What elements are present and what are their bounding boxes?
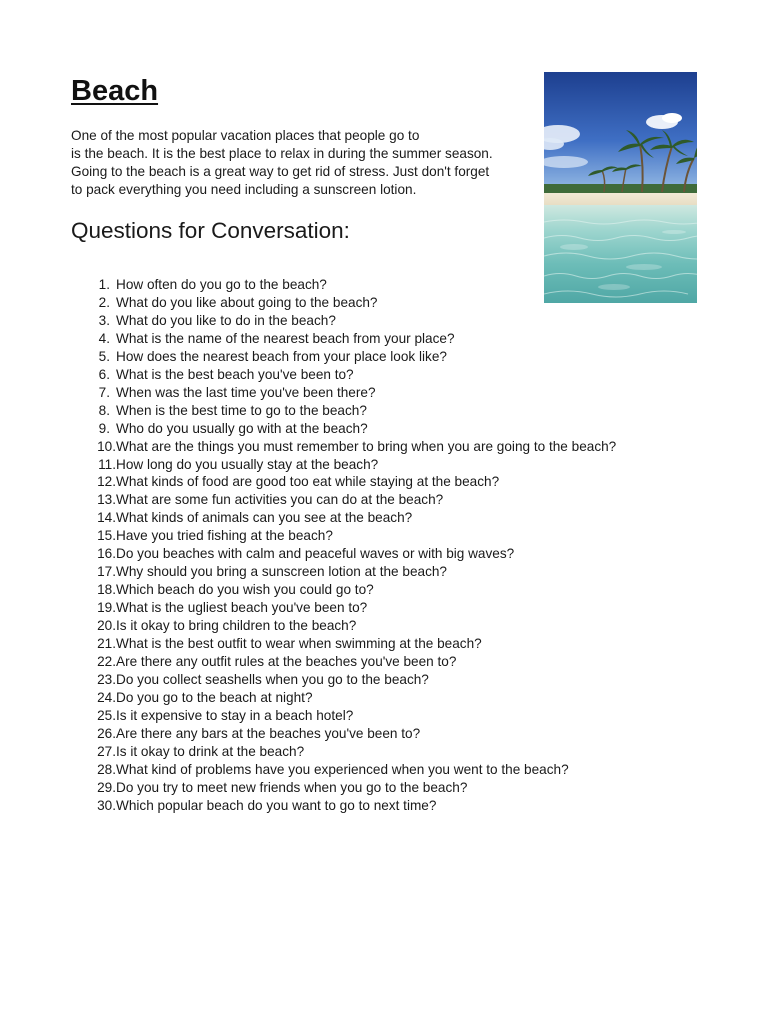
intro-line: Going to the beach is a great way to get rid of stress. Just don't forget: [71, 164, 490, 179]
question-text: When was the last time you've been there?: [116, 384, 376, 400]
question-number: 14.: [97, 510, 116, 526]
question-number: 16.: [97, 546, 116, 562]
question-item: [82, 653, 616, 671]
question-item: [82, 779, 616, 797]
intro-line: to pack everything you need including a sunscreen lotion.: [71, 182, 417, 197]
question-text: How does the nearest beach from your place look like?: [116, 348, 447, 364]
question-number: 6.: [98, 366, 110, 382]
question-text: Is it okay to drink at the beach?: [116, 743, 305, 759]
question-number: 20.: [97, 618, 116, 634]
question-number: 19.: [97, 600, 116, 616]
question-item: [82, 491, 616, 509]
question-item: [82, 420, 616, 438]
question-text: How long do you usually stay at the beach?: [116, 456, 379, 472]
question-text: How often do you go to the beach?: [116, 277, 327, 292]
question-item: [82, 473, 616, 491]
question-text: Do you collect seashells when you go to the beach?: [116, 671, 429, 687]
question-item: [82, 509, 616, 527]
question-text: Which beach do you wish you could go to?: [116, 582, 374, 598]
question-number: 5.: [98, 348, 110, 364]
question-text: Why should you bring a sunscreen lotion at the beach?: [116, 564, 447, 580]
question-text: What is the ugliest beach you've been to?: [116, 600, 368, 616]
question-text: Is it okay to bring children to the beach?: [116, 618, 357, 634]
beach-photo: [544, 72, 697, 303]
question-item: [82, 348, 616, 366]
question-text: Do you go to the beach at night?: [116, 689, 313, 705]
question-number: 22.: [97, 654, 116, 670]
question-text: What are some fun activities you can do at the beach?: [116, 492, 444, 508]
question-item: [82, 689, 616, 707]
question-number: 21.: [97, 636, 116, 652]
question-text: Do you beaches with calm and peaceful waves or with big waves?: [116, 546, 515, 562]
question-number: 15.: [97, 528, 116, 544]
question-number: 26.: [97, 725, 116, 741]
question-item: [82, 276, 616, 294]
question-number: 9.: [98, 420, 110, 436]
question-item: [82, 312, 616, 330]
question-text: What kinds of food are good too eat while staying at the beach?: [116, 474, 500, 490]
page-title: Beach: [71, 75, 159, 107]
question-item: [82, 635, 616, 653]
question-text: Is it expensive to stay in a beach hotel?: [116, 707, 354, 723]
question-text: Which popular beach do you want to go to next time?: [116, 797, 437, 813]
question-text: What is the best outfit to wear when swimming at the beach?: [116, 636, 482, 652]
question-text: When is the best time to go to the beach?: [116, 402, 367, 418]
question-number: 17.: [97, 564, 116, 580]
question-item: [82, 438, 616, 456]
question-number: 30.: [97, 797, 116, 813]
question-number: 7.: [98, 384, 110, 400]
question-number: 1.: [98, 277, 110, 292]
question-text: What is the name of the nearest beach from your place?: [116, 330, 455, 346]
question-number: 13.: [97, 492, 116, 508]
question-number: 18.: [97, 582, 116, 598]
question-item: [82, 366, 616, 384]
question-text: What do you like to do in the beach?: [116, 312, 336, 328]
intro-line: One of the most popular vacation places that people go to: [71, 128, 420, 143]
question-item: [82, 330, 616, 348]
question-number: 2.: [98, 294, 110, 310]
question-item: [82, 527, 616, 545]
question-item: [82, 671, 616, 689]
question-text: Who do you usually go with at the beach?: [116, 420, 368, 436]
question-number: 29.: [97, 779, 116, 795]
question-text: Are there any bars at the beaches you've been to?: [116, 725, 421, 741]
question-item: [82, 599, 616, 617]
question-item: [82, 545, 616, 563]
question-item: [82, 384, 616, 402]
question-number: 25.: [97, 707, 116, 723]
question-text: Do you try to meet new friends when you go to the beach?: [116, 779, 468, 795]
question-item: [82, 294, 616, 312]
intro-paragraph: [71, 127, 541, 199]
question-text: What is the best beach you've been to?: [116, 366, 354, 382]
question-number: 10.: [97, 438, 116, 454]
question-number: 12.: [97, 474, 116, 490]
question-item: [82, 617, 616, 635]
question-item: [82, 707, 616, 725]
question-item: [82, 761, 616, 779]
question-item: [82, 797, 616, 815]
question-item: [82, 743, 616, 761]
question-item: [82, 725, 616, 743]
questions-heading: Questions for Conversation:: [71, 218, 350, 243]
question-number: 23.: [97, 671, 116, 687]
question-text: Are there any outfit rules at the beaches you've been to?: [116, 654, 457, 670]
question-text: What do you like about going to the beach?: [116, 294, 378, 310]
question-item: [82, 563, 616, 581]
question-number: 4.: [98, 330, 110, 346]
question-item: [82, 581, 616, 599]
question-number: 28.: [97, 761, 116, 777]
question-text: What kinds of animals can you see at the beach?: [116, 510, 413, 526]
question-number: 27.: [97, 743, 116, 759]
question-text: Have you tried fishing at the beach?: [116, 528, 333, 544]
question-item: [82, 456, 616, 474]
question-list: [82, 276, 616, 815]
intro-line: is the beach. It is the best place to relax in during the summer season.: [71, 146, 493, 161]
question-text: What are the things you must remember to bring when you are going to the beach?: [116, 438, 617, 454]
question-number: 24.: [97, 689, 116, 705]
question-number: 8.: [98, 402, 110, 418]
question-item: [82, 402, 616, 420]
question-text: What kind of problems have you experienced when you went to the beach?: [116, 761, 569, 777]
question-number: 3.: [98, 312, 110, 328]
question-number: 11.: [98, 456, 116, 472]
